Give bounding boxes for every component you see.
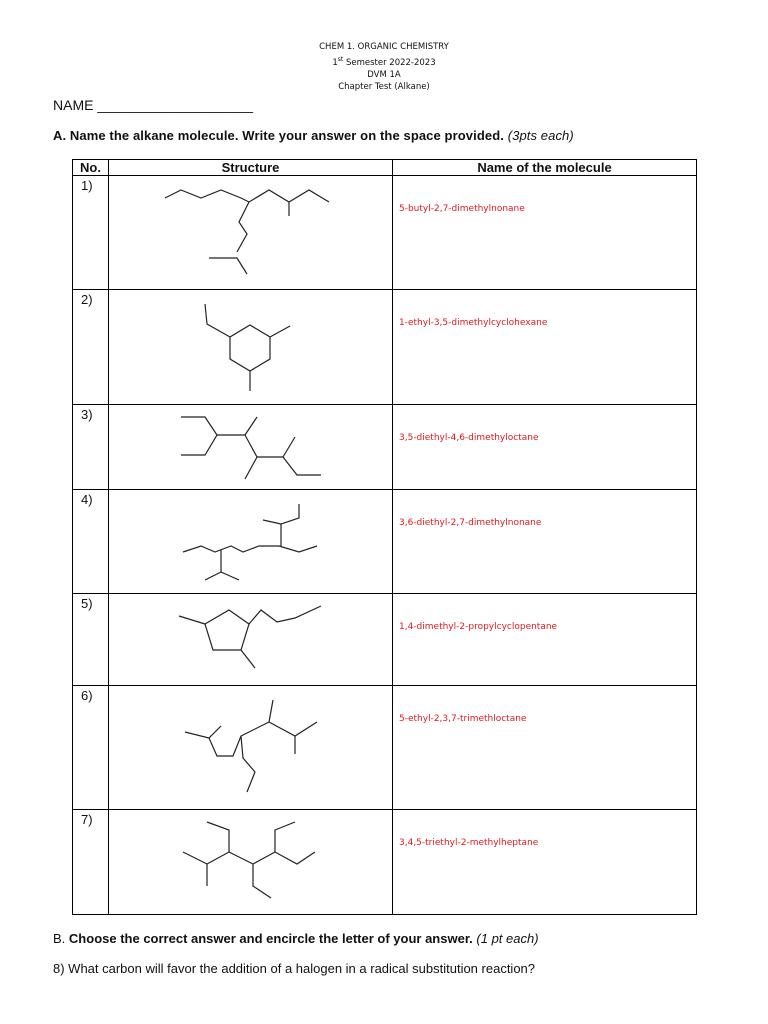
question-8: 8) What carbon will favor the addition of a halogen in a radical substitution reaction?: [53, 961, 536, 976]
row-number: 2): [73, 290, 109, 405]
table-row: [73, 290, 697, 405]
answer-text: 1-ethyl-3,5-dimethylcyclohexane: [399, 318, 548, 328]
course-title: CHEM 1. ORGANIC CHEMISTRY: [319, 42, 449, 52]
class-section: DVM 1A: [367, 69, 401, 80]
structure-cell: [109, 810, 393, 915]
structure-cell: [109, 290, 393, 405]
answer-text: 3,6-diethyl-2,7-dimethylnonane: [399, 518, 542, 528]
questions-table: [72, 159, 697, 915]
answer-cell: [393, 810, 697, 915]
structure-cell: [109, 405, 393, 490]
molecule-structure-3: [109, 405, 392, 490]
molecule-structure-2: [109, 290, 392, 405]
structure-cell: [109, 490, 393, 594]
answer-cell: [393, 490, 697, 594]
name-field: NAME ____________________: [53, 97, 254, 113]
table-row: [73, 405, 697, 490]
molecule-structure-6: [109, 686, 392, 810]
answer-text: 5-ethyl-2,3,7-trimethloctane: [399, 714, 527, 724]
structure-cell: [109, 176, 393, 290]
table-row: [73, 810, 697, 915]
table-row: [73, 686, 697, 810]
structure-cell: [109, 594, 393, 686]
molecule-structure-7: [109, 810, 392, 915]
table-row: [73, 490, 697, 594]
col-header-no: No.: [73, 160, 109, 176]
row-number: 6): [73, 686, 109, 810]
row-number: 1): [73, 176, 109, 290]
table-header-row: [73, 160, 697, 176]
answer-text: 1,4-dimethyl-2-propylcyclopentane: [399, 622, 558, 632]
molecule-structure-5: [109, 594, 392, 686]
table-row: [73, 176, 697, 290]
answer-text: 5-butyl-2,7-dimethylnonane: [399, 204, 525, 214]
section-b-heading: B. Choose the correct answer and encircle the letter of your answer. (1 pt each): [53, 931, 539, 946]
row-number: 3): [73, 405, 109, 490]
structure-cell: [109, 686, 393, 810]
answer-cell: [393, 686, 697, 810]
semester: 1st Semester 2022-2023: [332, 55, 436, 68]
row-number: 5): [73, 594, 109, 686]
row-number: 7): [73, 810, 109, 915]
test-title: Chapter Test (Alkane): [338, 82, 430, 93]
answer-text: 3,4,5-triethyl-2-methylheptane: [399, 838, 539, 848]
molecule-structure-1: [109, 176, 392, 290]
section-a-heading: A. Name the alkane molecule. Write your answer on the space provided. (3pts each): [53, 128, 574, 143]
answer-cell: [393, 176, 697, 290]
answer-cell: [393, 290, 697, 405]
answer-cell: [393, 594, 697, 686]
table-row: [73, 594, 697, 686]
document-header: [0, 41, 768, 94]
molecule-structure-4: [109, 490, 392, 594]
answer-text: 3,5-diethyl-4,6-dimethyloctane: [399, 433, 539, 443]
answer-cell: [393, 405, 697, 490]
col-header-structure: Structure: [109, 160, 393, 176]
row-number: 4): [73, 490, 109, 594]
col-header-name: Name of the molecule: [393, 160, 697, 176]
